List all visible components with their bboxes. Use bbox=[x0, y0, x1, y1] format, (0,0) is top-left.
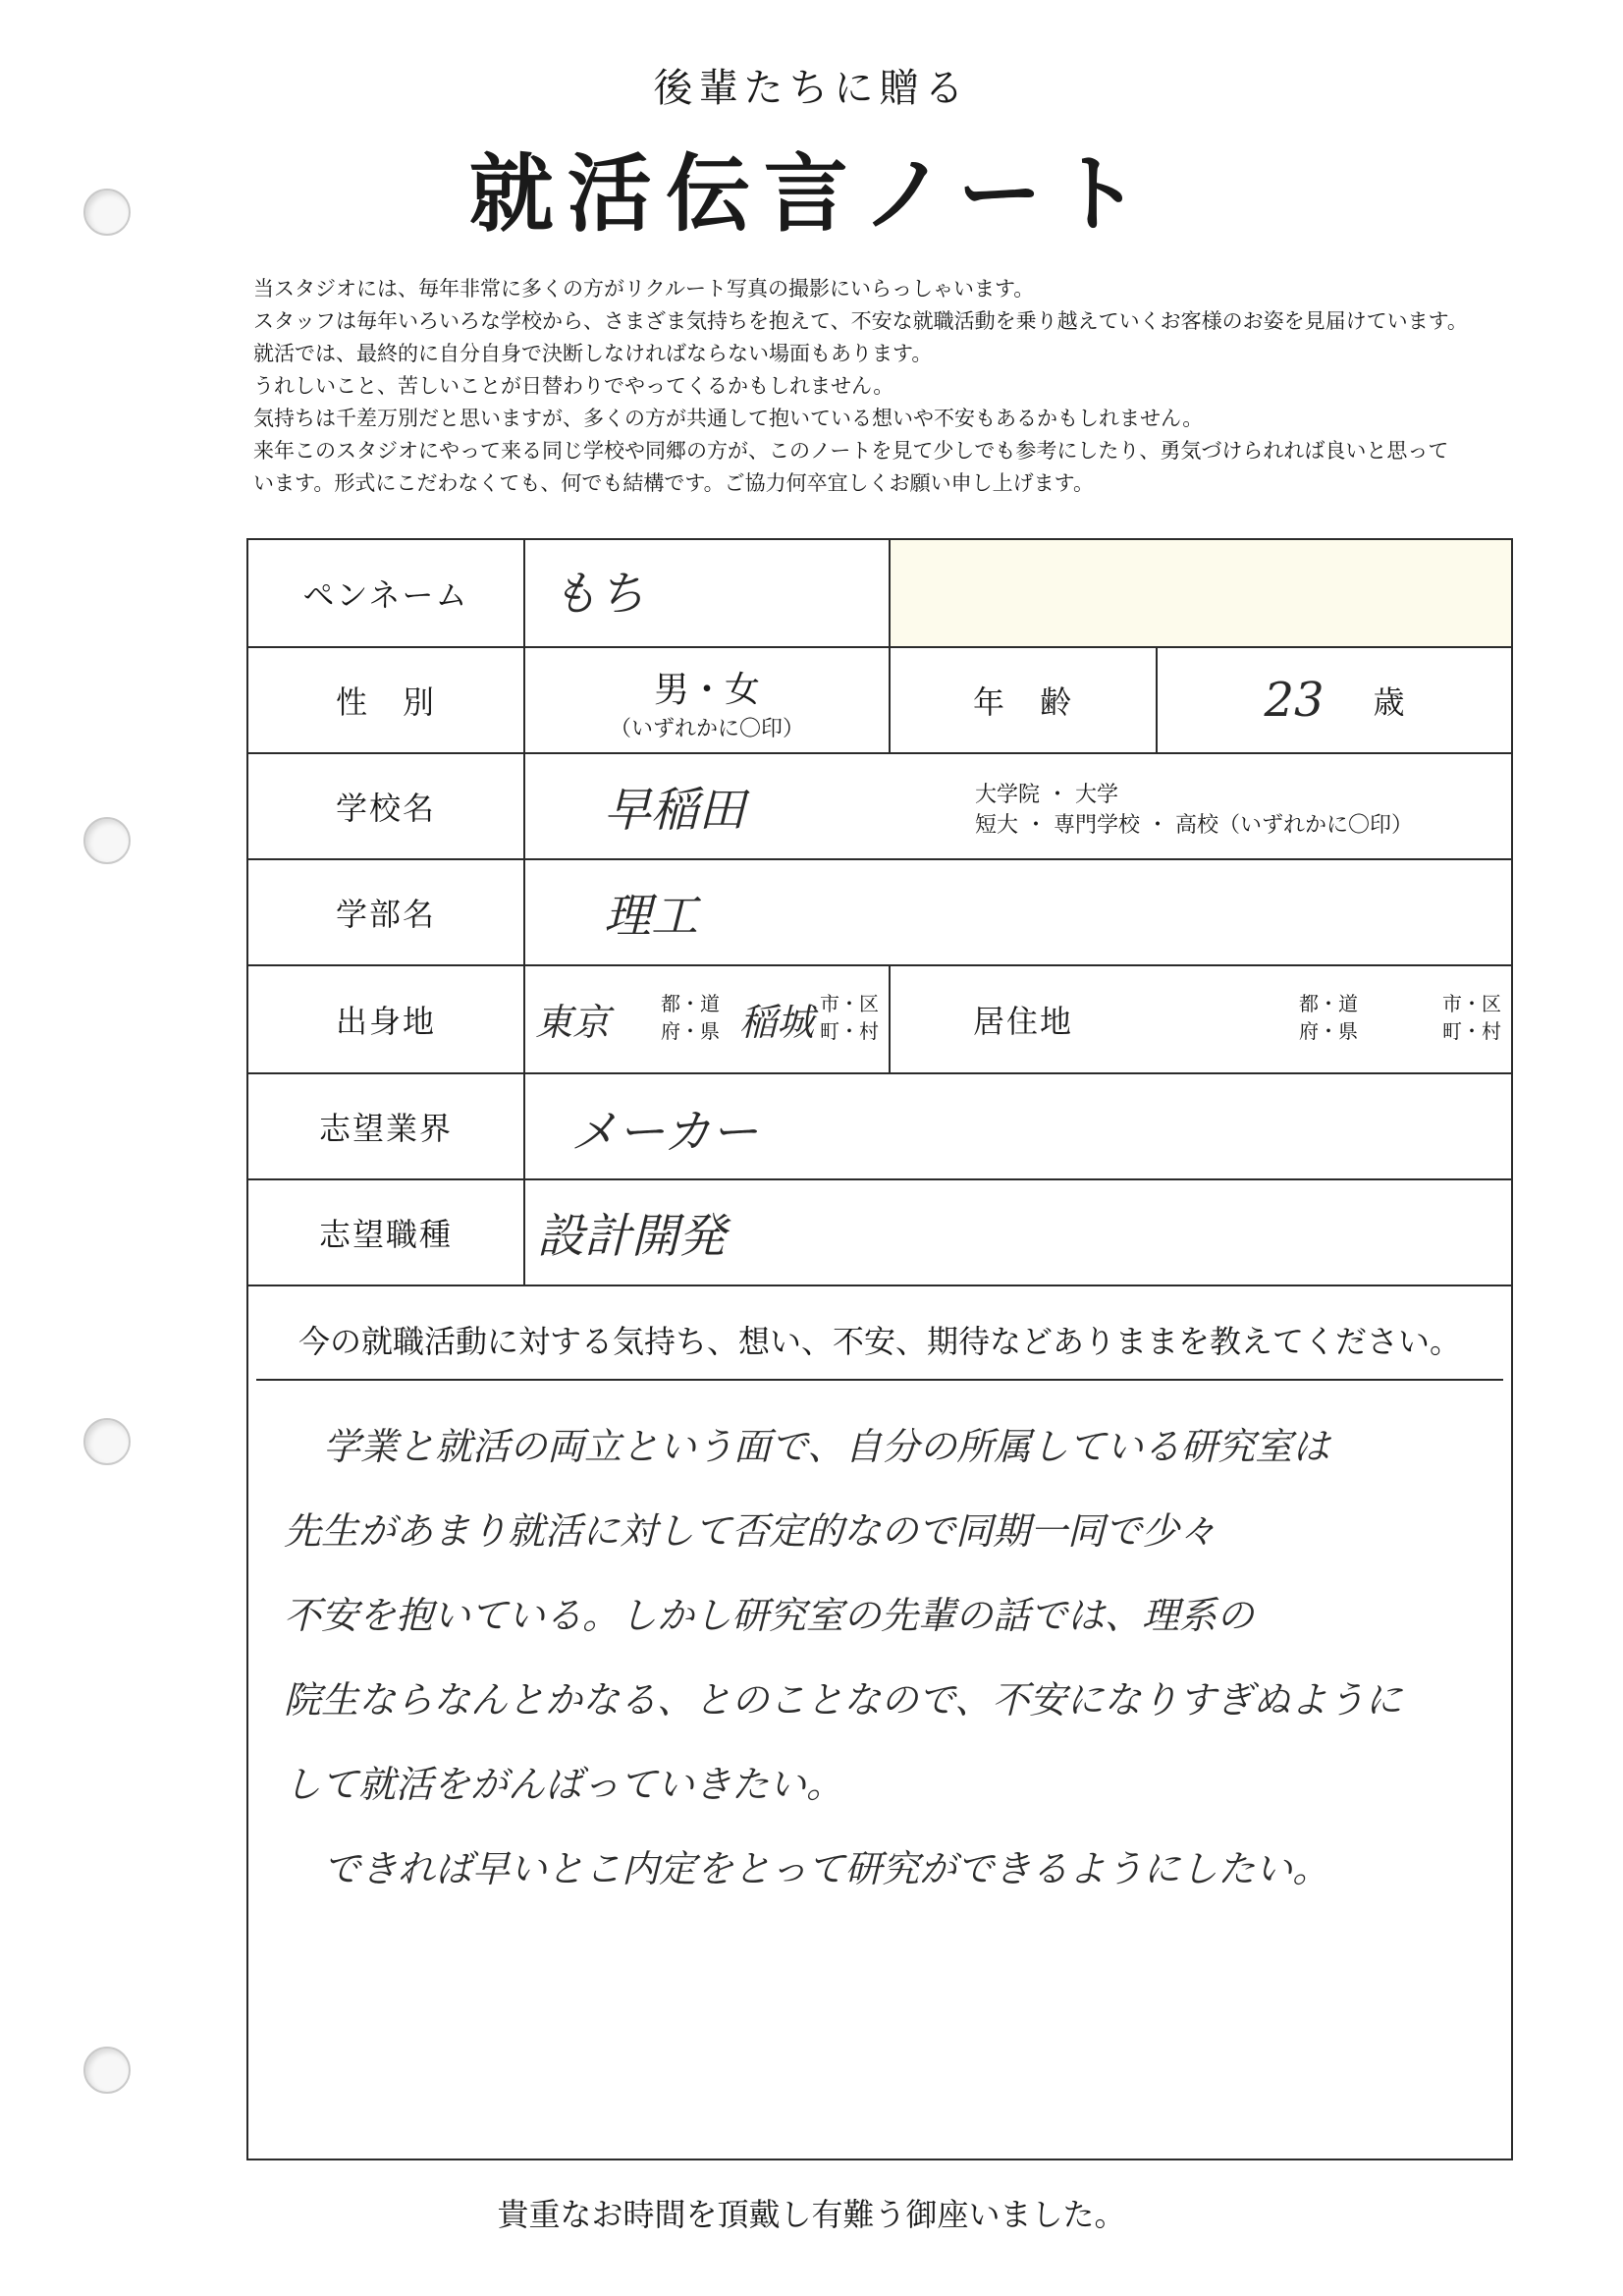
subtitle: 後輩たちに贈る bbox=[653, 66, 970, 111]
age-field[interactable] bbox=[1156, 648, 1511, 752]
free-answer-question: 今の就職活動に対する気持ち、想い、不安、期待などありままを教えてください。 bbox=[298, 1323, 1461, 1360]
residence-label: 居住地 bbox=[889, 966, 1156, 1072]
age-label: 年 齢 bbox=[889, 648, 1156, 752]
age-value: 23 bbox=[1264, 673, 1325, 728]
penname-value[interactable]: もち bbox=[523, 540, 889, 646]
gender-note: （いずれかに〇印） bbox=[609, 717, 804, 741]
answer-line: 院生ならなんとかなる、とのことなので、不安になりすぎぬように bbox=[284, 1678, 1403, 1722]
residence-field[interactable] bbox=[1156, 966, 1511, 1072]
hometown-field[interactable] bbox=[523, 966, 889, 1072]
intro-line: 就活では、最終的に自分自身で決断しなければならない場面もあります。 bbox=[253, 342, 933, 365]
binder-hole-3 bbox=[83, 1418, 131, 1465]
hometown-label: 出身地 bbox=[335, 1003, 436, 1040]
city-suffix-line2: 町・村 bbox=[1442, 1019, 1501, 1043]
gender-field[interactable] bbox=[523, 648, 889, 752]
binder-hole-4 bbox=[83, 2047, 131, 2094]
gender-options: 男・女 bbox=[653, 670, 760, 710]
penname-highlight-area bbox=[889, 540, 1511, 646]
row-school bbox=[248, 754, 1511, 860]
industry-value[interactable]: メーカー bbox=[523, 1074, 1511, 1178]
hometown-city: 稲城 bbox=[739, 1001, 815, 1044]
row-gender-age bbox=[248, 648, 1511, 754]
hometown-city-suffix bbox=[820, 990, 879, 1045]
footer-thanks: 貴重なお時間を頂戴し有難う御座いました。 bbox=[497, 2196, 1126, 2233]
row-faculty bbox=[248, 860, 1511, 966]
penname-label: ペンネーム bbox=[302, 576, 469, 614]
faculty-label: 学部名 bbox=[335, 896, 436, 933]
pref-suffix-line1: 都・道 bbox=[661, 992, 720, 1015]
intro-line: います。形式にこだわなくても、何でも結構です。ご協力何卒宜しくお願い申し上げます。 bbox=[253, 471, 1094, 495]
answer-line: 先生があまり就活に対して否定的なので同期一同で少々 bbox=[284, 1509, 1217, 1553]
intro-line: スタッフは毎年いろいろな学校から、さまざま気持ちを抱えて、不安な就職活動を乗り越えていくお客様のお姿を見届けています。 bbox=[253, 309, 1468, 333]
intro-line: 気持ちは千差万別だと思いますが、多くの方が共通して抱いている想いや不安もあるかもしれません。 bbox=[253, 407, 1204, 430]
school-value[interactable]: 早稲田 bbox=[523, 754, 975, 858]
intro-text bbox=[253, 273, 1598, 500]
survey-form bbox=[246, 538, 1513, 2160]
city-suffix-line1: 市・区 bbox=[820, 992, 879, 1015]
intro-line: 来年このスタジオにやって来る同じ学校や同郷の方が、このノートを見て少しでも参考にしたり、勇気づけられれば良いと思って bbox=[253, 439, 1449, 463]
row-penname bbox=[248, 540, 1511, 648]
answer-line: 学業と就活の両立という面で、自分の所属している研究室は bbox=[323, 1425, 1330, 1468]
intro-line: うれしいこと、苦しいことが日替わりでやってくるかもしれません。 bbox=[253, 374, 894, 398]
row-hometown-residence bbox=[248, 966, 1511, 1074]
gender-label: 性 別 bbox=[335, 683, 436, 721]
school-label: 学校名 bbox=[335, 790, 436, 827]
age-unit: 歳 bbox=[1373, 683, 1405, 721]
answer-line: 不安を抱いている。しかし研究室の先輩の話では、理系の bbox=[284, 1594, 1255, 1637]
school-types-line2: 短大 ・ 専門学校 ・ 高校（いずれかに〇印） bbox=[975, 813, 1413, 838]
city-suffix-line2: 町・村 bbox=[820, 1019, 879, 1043]
hometown-pref-suffix bbox=[661, 990, 720, 1045]
industry-label: 志望業界 bbox=[318, 1110, 453, 1147]
residence-city-suffix bbox=[1442, 990, 1501, 1045]
pref-suffix-line2: 府・県 bbox=[661, 1019, 720, 1043]
page-title: 就活伝言ノート bbox=[468, 145, 1155, 244]
question-divider bbox=[256, 1379, 1503, 1381]
hometown-pref: 東京 bbox=[535, 1001, 611, 1044]
school-type-options[interactable] bbox=[975, 754, 1511, 858]
school-types-line1: 大学院 ・ 大学 bbox=[975, 783, 1118, 807]
intro-line: 当スタジオには、毎年非常に多くの方がリクルート写真の撮影にいらっしゃいます。 bbox=[253, 277, 1035, 301]
job-label: 志望職種 bbox=[318, 1216, 453, 1253]
binder-hole-2 bbox=[83, 817, 131, 864]
row-industry bbox=[248, 1074, 1511, 1180]
answer-line: できれば早いとこ内定をとって研究ができるようにしたい。 bbox=[323, 1847, 1330, 1890]
residence-pref-suffix bbox=[1299, 990, 1358, 1045]
free-answer-text[interactable] bbox=[284, 1404, 1501, 1911]
answer-line: して就活をがんばっていきたい。 bbox=[284, 1763, 844, 1806]
city-suffix-line1: 市・区 bbox=[1442, 992, 1501, 1015]
pref-suffix-line2: 府・県 bbox=[1299, 1019, 1358, 1043]
pref-suffix-line1: 都・道 bbox=[1299, 992, 1358, 1015]
job-value[interactable]: 設計開発 bbox=[523, 1180, 1511, 1285]
faculty-value[interactable]: 理工 bbox=[523, 860, 1511, 964]
row-job bbox=[248, 1180, 1511, 1286]
